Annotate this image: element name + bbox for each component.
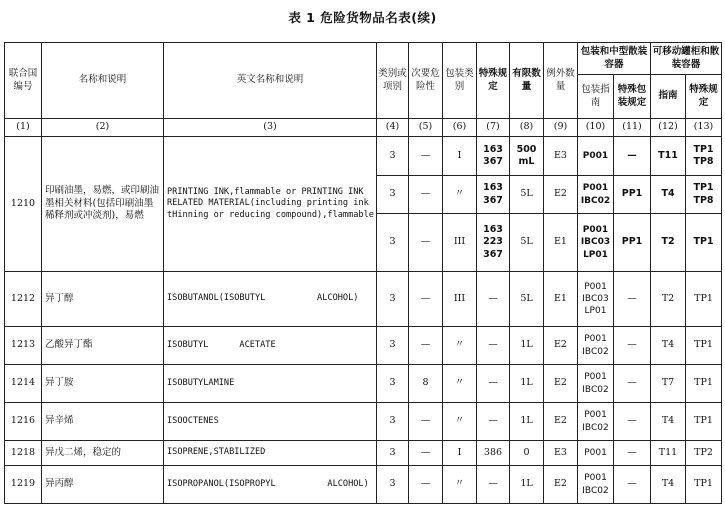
packing-group-cell: I (443, 137, 477, 176)
class-cell: 3 (377, 137, 409, 176)
special-packing-cell: — (614, 403, 651, 441)
header-packing-instruction: 包装指南 (578, 75, 614, 119)
packing-group-cell: 〃 (443, 327, 477, 365)
special-provision-cell: — (477, 403, 510, 441)
class-cell: 3 (377, 466, 409, 504)
header-special-provisions: 特殊规定 (477, 43, 510, 119)
class-cell: 3 (377, 403, 409, 441)
limited-quantity-cell: 0 (510, 441, 544, 466)
tank-instruction-cell: T2 (651, 214, 686, 272)
name-en-cell: ISOOCTENES (164, 403, 377, 441)
excepted-quantity-cell: E3 (544, 137, 578, 176)
packing-group-cell: 〃 (443, 403, 477, 441)
un-number-cell: 1210 (5, 137, 42, 272)
tank-special-cell: TP1 (686, 466, 722, 504)
special-packing-cell: — (614, 365, 651, 403)
special-provision-cell: 163 367 (477, 176, 510, 214)
packing-group-cell: I (443, 441, 477, 466)
special-provision-cell: — (477, 365, 510, 403)
name-cn-cell: 异戊二烯，稳定的 (42, 441, 164, 466)
table-row (5, 403, 722, 441)
un-number-cell: 1216 (5, 403, 42, 441)
column-number: (8) (510, 119, 544, 137)
tank-special-cell: TP1 (686, 327, 722, 365)
table-row (5, 272, 722, 327)
column-number: (13) (686, 119, 722, 137)
column-number: (5) (409, 119, 443, 137)
packing-instruction-cell: P001 IBC02 (578, 365, 614, 403)
excepted-quantity-cell: E2 (544, 466, 578, 504)
limited-quantity-cell: 5L (510, 214, 544, 272)
class-cell: 3 (377, 214, 409, 272)
header-special-packing: 特殊包装规定 (614, 75, 651, 119)
class-cell: 3 (377, 327, 409, 365)
tank-instruction-cell: T4 (651, 403, 686, 441)
packing-group-cell: III (443, 272, 477, 327)
header-tank-instruction: 指南 (651, 75, 686, 119)
packing-instruction-cell: P001 IBC02 (578, 327, 614, 365)
packing-instruction-cell: P001 (578, 137, 614, 176)
special-provision-cell: — (477, 272, 510, 327)
tank-special-cell: TP1 (686, 403, 722, 441)
tank-instruction-cell: T4 (651, 176, 686, 214)
name-cn-cell: 异丁胺 (42, 365, 164, 403)
name-cn-cell: 乙酸异丁酯 (42, 327, 164, 365)
column-number: (6) (443, 119, 477, 137)
sub-risk-cell: — (409, 327, 443, 365)
column-number: (10) (578, 119, 614, 137)
special-packing-cell: PP1 (614, 214, 651, 272)
special-provision-cell: — (477, 327, 510, 365)
sub-risk-cell: — (409, 176, 443, 214)
limited-quantity-cell: 1L (510, 403, 544, 441)
tank-special-cell: TP1 TP8 (686, 176, 722, 214)
name-en-cell: ISOPRENE,STABILIZED (164, 441, 377, 466)
un-number-cell: 1213 (5, 327, 42, 365)
special-packing-cell: — (614, 441, 651, 466)
column-number-row (5, 119, 722, 137)
packing-group-cell: 〃 (443, 466, 477, 504)
name-en-cell: ISOPROPANOL(ISOPROPYL ALCOHOL) (164, 466, 377, 504)
excepted-quantity-cell: E1 (544, 214, 578, 272)
name-cn-cell: 异辛烯 (42, 403, 164, 441)
header-excepted-quantity: 例外数量 (544, 43, 578, 119)
column-number: (12) (651, 119, 686, 137)
name-en-cell: ISOBUTYL ACETATE (164, 327, 377, 365)
column-number: (4) (377, 119, 409, 137)
special-packing-cell: — (614, 466, 651, 504)
class-cell: 3 (377, 441, 409, 466)
packing-instruction-cell: P001 IBC03 LP01 (578, 214, 614, 272)
tank-instruction-cell: T4 (651, 466, 686, 504)
special-provision-cell: 163 223 367 (477, 214, 510, 272)
excepted-quantity-cell: E2 (544, 365, 578, 403)
packing-instruction-cell: P001 IBC02 (578, 176, 614, 214)
sub-risk-cell: — (409, 466, 443, 504)
tank-instruction-cell: T2 (651, 272, 686, 327)
tank-instruction-cell: T7 (651, 365, 686, 403)
table-title: 表 1 危险货物品名表(续) (288, 10, 437, 25)
table-row (5, 441, 722, 466)
limited-quantity-cell: 5L (510, 272, 544, 327)
excepted-quantity-cell: E2 (544, 176, 578, 214)
header-packaging-group: 包装和中型散装容器 (578, 43, 651, 75)
column-number: (2) (42, 119, 164, 137)
tank-instruction-cell: T11 (651, 441, 686, 466)
special-provision-cell: 386 (477, 441, 510, 466)
sub-risk-cell: — (409, 137, 443, 176)
sub-risk-cell: — (409, 214, 443, 272)
sub-risk-cell: — (409, 441, 443, 466)
special-packing-cell: — (614, 327, 651, 365)
excepted-quantity-cell: E3 (544, 441, 578, 466)
name-cn-cell: 印刷油墨，易燃，或印刷油墨相关材料(包括印刷油墨稀释剂或冲淡剂)，易燃 (42, 137, 164, 272)
name-cn-cell: 异丁醇 (42, 272, 164, 327)
limited-quantity-cell: 1L (510, 327, 544, 365)
tank-instruction-cell: T11 (651, 137, 686, 176)
table-row (5, 137, 722, 176)
tank-special-cell: TP1 (686, 272, 722, 327)
class-cell: 3 (377, 272, 409, 327)
un-number-cell: 1219 (5, 466, 42, 504)
special-provision-cell: 163 367 (477, 137, 510, 176)
limited-quantity-cell: 1L (510, 466, 544, 504)
excepted-quantity-cell: E1 (544, 272, 578, 327)
header-tank-group: 可移动罐柜和散装容器 (651, 43, 722, 75)
name-cn-cell: 异丙醇 (42, 466, 164, 504)
sub-risk-cell: — (409, 403, 443, 441)
class-cell: 3 (377, 365, 409, 403)
tank-special-cell: TP2 (686, 441, 722, 466)
packing-group-cell: III (443, 214, 477, 272)
header-limited-quantity: 有限数量 (510, 43, 544, 119)
header-name-en: 英文名称和说明 (164, 43, 377, 119)
un-number-cell: 1212 (5, 272, 42, 327)
table-row (5, 466, 722, 504)
limited-quantity-cell: 1L (510, 365, 544, 403)
packing-instruction-cell: P001 IBC02 (578, 403, 614, 441)
packing-instruction-cell: P001 IBC03 LP01 (578, 272, 614, 327)
header-name-cn: 名称和说明 (42, 43, 164, 119)
dangerous-goods-table (4, 42, 722, 504)
packing-group-cell: 〃 (443, 176, 477, 214)
un-number-cell: 1218 (5, 441, 42, 466)
excepted-quantity-cell: E2 (544, 403, 578, 441)
special-packing-cell: — (614, 272, 651, 327)
column-number: (7) (477, 119, 510, 137)
table-row (5, 365, 722, 403)
sub-risk-cell: — (409, 272, 443, 327)
tank-special-cell: TP1 (686, 365, 722, 403)
header-class: 类别或项别 (377, 43, 409, 119)
name-en-cell: ISOBUTYLAMINE (164, 365, 377, 403)
table-row (5, 327, 722, 365)
name-en-cell: ISOBUTANOL(ISOBUTYL ALCOHOL) (164, 272, 377, 327)
tank-special-cell: TP1 (686, 214, 722, 272)
header-sub-risk: 次要危险性 (409, 43, 443, 119)
tank-special-cell: TP1 TP8 (686, 137, 722, 176)
limited-quantity-cell: 5L (510, 176, 544, 214)
packing-instruction-cell: P001 (578, 441, 614, 466)
header-packing-group: 包装类别 (443, 43, 477, 119)
packing-group-cell: 〃 (443, 365, 477, 403)
excepted-quantity-cell: E2 (544, 327, 578, 365)
column-number: (11) (614, 119, 651, 137)
column-number: (9) (544, 119, 578, 137)
sub-risk-cell: 8 (409, 365, 443, 403)
limited-quantity-cell: 500 mL (510, 137, 544, 176)
tank-instruction-cell: T4 (651, 327, 686, 365)
column-number: (1) (5, 119, 42, 137)
un-number-cell: 1214 (5, 365, 42, 403)
special-provision-cell: — (477, 466, 510, 504)
column-number: (3) (164, 119, 377, 137)
header-tank-special: 特殊规定 (686, 75, 722, 119)
packing-instruction-cell: P001 IBC02 (578, 466, 614, 504)
class-cell: 3 (377, 176, 409, 214)
special-packing-cell: — (614, 137, 651, 176)
name-en-cell: PRINTING INK,flammable or PRINTING INK RELATED MATERIAL(including printing ink tHinning or reducing compound),flammable (164, 137, 377, 272)
special-packing-cell: PP1 (614, 176, 651, 214)
header-un-no: 联合国编号 (5, 43, 42, 119)
